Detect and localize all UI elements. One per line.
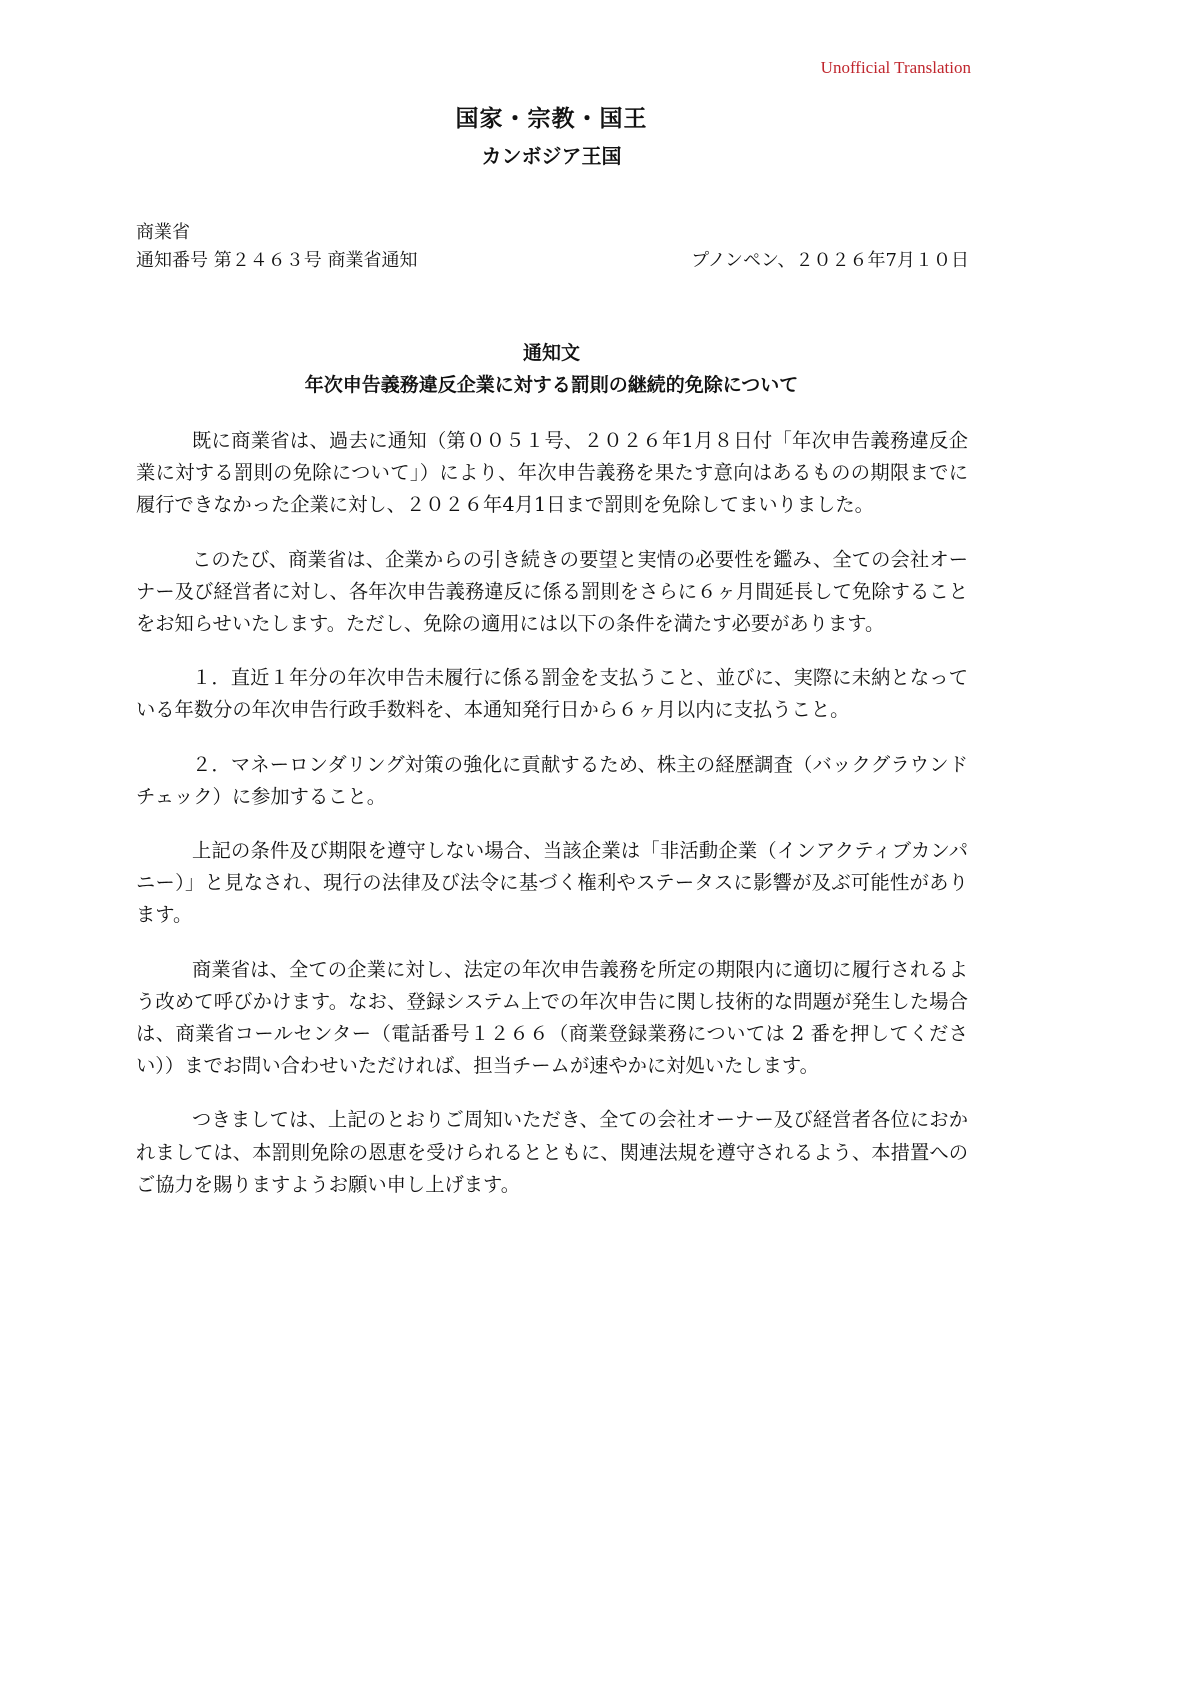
body-paragraph: このたび、商業省は、企業からの引き続きの要望と実情の必要性を鑑み、全ての会社オーナー及び経営者に対し、各年次申告義務違反に係る罰則をさらに６ヶ月間延長して免除することをお知らせいたします。ただし、免除の適用には以下の条件を満たす必要があります。 (136, 547, 968, 636)
issuing-ministry: 商業省 (136, 222, 190, 243)
condition-item-1: １．直近１年分の年次申告未履行に係る罰金を支払うこと、並びに、実際に未納となっている年数分の年次申告行政手数料を、本通知発行日から６ヶ月以内に支払うこと。 (136, 666, 968, 722)
place-and-date: プノンペン、２０２６年7月１０日 (691, 250, 969, 271)
condition-item-2: ２．マネーロンダリング対策の強化に貢献するため、株主の経歴調査（バックグラウンドチェック）に参加すること。 (136, 752, 968, 808)
document-type-heading: 通知文 (522, 342, 580, 364)
notice-number: 通知番号 第２４６３号 商業省通知 (136, 250, 418, 271)
document-subject: 年次申告義務違反企業に対する罰則の継続的免除について (304, 374, 799, 396)
body-paragraph: 上記の条件及び期限を遵守しない場合、当該企業は「非活動企業（インアクティブカンパニー）」と見なされ、現行の法律及び法令に基づく権利やステータスに影響が及ぶ可能性があります。 (136, 839, 968, 927)
translation-note: Unofficial Translation (820, 58, 971, 77)
national-motto: 国家・宗教・国王 (455, 105, 648, 132)
kingdom-name: カンボジア王国 (481, 144, 622, 168)
body-paragraph: つきましては、上記のとおりご周知いただき、全ての会社オーナー及び経営者各位におかれましては、本罰則免除の恩恵を受けられるとともに、関連法規を遵守されるよう、本措置へのご協力を賜りますようお願い申し上げます。 (136, 1108, 968, 1196)
body-paragraph: 商業省は、全ての企業に対し、法定の年次申告義務を所定の期限内に適切に履行されるよう改めて呼びかけます。なお、登録システム上での年次申告に関し技術的な問題が発生した場合は、商業省コールセンター（電話番号１２６６（商業登録業務については 2 番を押してください））までお問い合わせいただければ、担当チームが速やかに対処いたします。 (136, 957, 968, 1078)
document-body (136, 425, 968, 1223)
body-paragraph: 既に商業省は、過去に通知（第００５１号、２０２６年1月８日付「年次申告義務違反企業に対する罰則の免除について」）により、年次申告義務を果たす意向はあるものの期限までに履行できなかった企業に対し、２０２６年4月1日まで罰則を免除してまいりました。 (136, 429, 968, 517)
